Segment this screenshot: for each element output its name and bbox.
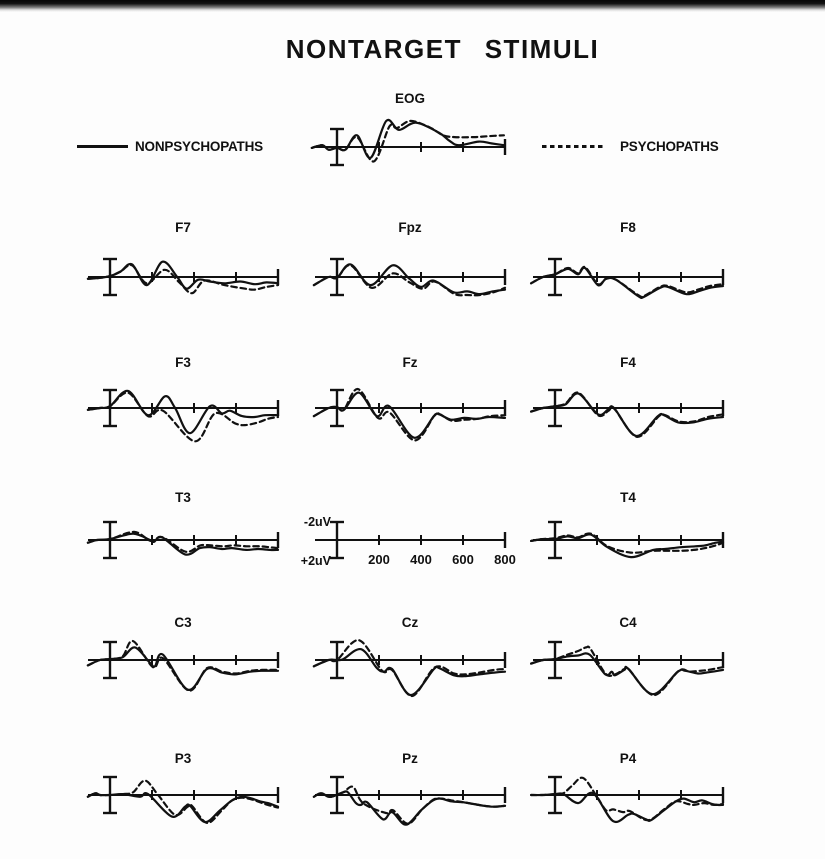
psychopaths-trace	[531, 392, 723, 436]
panel-plot	[88, 485, 288, 590]
erp-panel-P3	[88, 740, 288, 845]
nonpsychopaths-trace	[531, 393, 723, 436]
legend-label-nonpsychopaths: NONPSYCHOPATHS	[135, 139, 263, 154]
scale-plot	[300, 485, 516, 590]
panel-plot	[315, 222, 515, 327]
panel-label: F8	[620, 220, 636, 235]
panel-label: Cz	[401, 615, 419, 630]
panel-plot	[88, 222, 288, 327]
psychopaths-trace	[88, 781, 278, 823]
panel-plot	[315, 605, 515, 710]
nonpsychopaths-trace	[314, 791, 505, 824]
erp-panel-Fpz	[315, 222, 515, 327]
panel-label: T4	[620, 490, 636, 505]
erp-panel-F3	[88, 353, 288, 458]
erp-panel-T4	[533, 485, 733, 590]
figure-title: NONTARGET STIMULI	[285, 34, 600, 64]
panel-label: Fz	[402, 355, 418, 370]
erp-panel-F7	[88, 222, 288, 327]
nonpsychopaths-trace	[314, 649, 505, 695]
panel-label: Pz	[402, 751, 418, 766]
panel-plot	[315, 92, 515, 197]
psychopaths-trace	[314, 640, 505, 696]
panel-plot	[533, 222, 733, 327]
time-tick-label: 400	[410, 552, 432, 567]
panel-label: C3	[174, 615, 192, 630]
time-tick-label: 800	[494, 552, 516, 567]
psychopaths-trace	[88, 641, 278, 691]
nonpsychopaths-trace	[88, 793, 278, 822]
solid-line-sample	[77, 145, 128, 148]
panel-plot	[533, 605, 733, 710]
panel-plot	[88, 605, 288, 710]
pos-amplitude-label: +2uV	[300, 554, 331, 568]
erp-panel-F4	[533, 353, 733, 458]
dashed-line-sample	[542, 145, 606, 148]
erp-panel-EOG	[315, 92, 515, 197]
psychopaths-trace	[531, 647, 723, 696]
panel-label: Fpz	[398, 220, 422, 235]
erp-panel-Cz	[315, 605, 515, 710]
nonpsychopaths-trace	[312, 120, 504, 158]
erp-panel-F8	[533, 222, 733, 327]
time-tick-label: 600	[452, 552, 474, 567]
panel-plot	[88, 353, 288, 458]
erp-panel-T3	[88, 485, 288, 590]
nonpsychopaths-trace	[531, 268, 723, 298]
panel-plot	[88, 740, 288, 845]
psychopaths-trace	[88, 265, 278, 293]
erp-panel-C3	[88, 605, 288, 710]
panel-plot	[533, 353, 733, 458]
time-tick-label: 200	[368, 552, 390, 567]
erp-panel-C4	[533, 605, 733, 710]
nonpsychopaths-trace	[88, 647, 278, 690]
panel-label: EOG	[394, 91, 425, 106]
panel-label: T3	[175, 490, 191, 505]
panel-label: F3	[175, 355, 191, 370]
panel-plot	[533, 485, 733, 590]
legend-label-psychopaths: PSYCHOPATHS	[620, 139, 719, 154]
panel-plot	[533, 740, 733, 845]
panel-plot	[315, 740, 515, 845]
panel-label: C4	[619, 615, 637, 630]
scan-top-edge	[0, 0, 825, 12]
calibration-scale-panel	[300, 485, 516, 590]
erp-panel-Pz	[315, 740, 515, 845]
panel-label: P4	[619, 751, 637, 766]
erp-panel-Fz	[315, 353, 515, 458]
erp-panel-P4	[533, 740, 733, 845]
panel-label: F7	[175, 220, 191, 235]
nonpsychopaths-trace	[314, 393, 505, 438]
psychopaths-trace	[531, 533, 723, 552]
nonpsychopaths-trace	[88, 262, 278, 289]
nonpsychopaths-trace	[531, 534, 723, 557]
nonpsychopaths-trace	[531, 793, 723, 822]
panel-plot	[315, 353, 515, 458]
panel-label: F4	[620, 355, 636, 370]
nonpsychopaths-trace	[314, 264, 505, 294]
neg-amplitude-label: -2uV	[303, 515, 331, 529]
panel-label: P3	[174, 751, 192, 766]
